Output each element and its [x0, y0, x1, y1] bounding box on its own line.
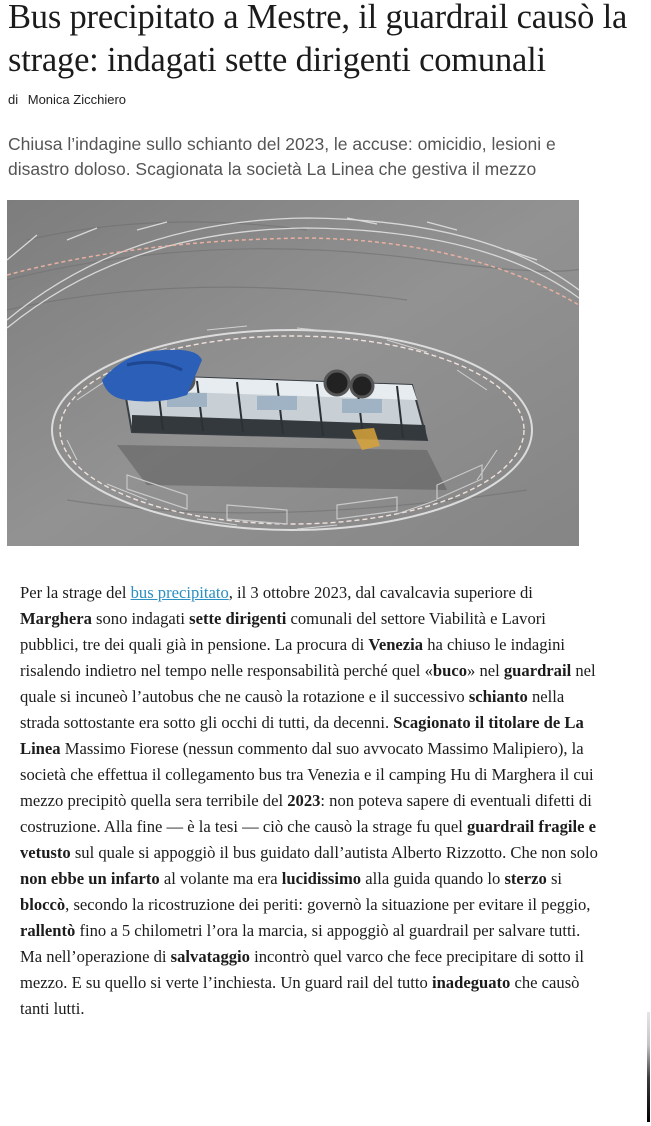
- scrollbar[interactable]: [647, 1012, 650, 1122]
- body-text: al volante ma era: [159, 869, 282, 888]
- bold-text: sette dirigenti: [189, 609, 287, 628]
- body-text: , il 3 ottobre 2023, dal cavalcavia superiore di: [228, 583, 533, 602]
- bold-text: sterzo: [504, 869, 547, 888]
- body-text: incontrò quel varco che fece precipitare di sotto il mezzo. E su quello si verte l’inchiesta. Un guard rail del tutto: [20, 947, 585, 992]
- body-text: , secondo la ricostruzione dei periti: governò la situazione per evitare il peggio,: [65, 895, 591, 914]
- article-summary: Chiusa l’indagine sullo schianto del 2023, le accuse: omicidio, lesioni e disastro doloso. Scagionata la società La Linea che gestiva il mezzo: [8, 134, 556, 179]
- bold-text: 2023: [287, 791, 321, 810]
- body-text: : non poteva sapere di eventuali difetti di costruzione. Alla fine — è la tesi — ciò che causò la strage fu quel: [20, 791, 592, 836]
- body-text: nel quale si incuneò l’autobus che ne causò la rotazione e il successivo: [20, 661, 596, 706]
- body-text: che causò tanti lutti.: [20, 973, 580, 1018]
- bold-text: salvataggio: [170, 947, 250, 966]
- bold-text: inadeguato: [431, 973, 511, 992]
- article-title: Bus precipitato a Mestre, il guardrail causò la strage: indagati sette dirigenti comunali: [8, 0, 628, 79]
- photo-overturned-bus: [7, 200, 579, 546]
- body-text: ha chiuso le indagini risalendo indietro nel tempo nelle responsabilità perché quel «: [20, 635, 566, 680]
- body-text: » nel: [467, 661, 504, 680]
- bold-text: bloccò: [20, 895, 66, 914]
- body-text: si: [546, 869, 563, 888]
- byline: [8, 92, 126, 107]
- bold-text: schianto: [468, 687, 528, 706]
- body-text: Massimo Fiorese (nessun commento dal suo avvocato Massimo Malipiero), la società che effettua il collegamento bus tra Venezia e il camping Hu di Marghera il cui mezzo precipitò quella sera terribile del: [20, 739, 594, 810]
- body-text: alla guida quando lo: [361, 869, 505, 888]
- body-text: fino a 5 chilometri l’ora la marcia, si appoggiò al guardrail per salvare tutti. Ma nell’operazione di: [20, 921, 581, 966]
- body-text: sono indagati: [91, 609, 190, 628]
- inline-link[interactable]: bus precipitato: [130, 583, 229, 602]
- body-text: comunali del settore Viabilità e Lavori pubblici, tre dei quali già in pensione. La procura di: [20, 609, 546, 654]
- body-text: Per la strage del: [20, 583, 131, 602]
- bold-text: Venezia: [368, 635, 424, 654]
- body-text: nella strada sottostante era sotto gli occhi di tutti, da decenni.: [20, 687, 565, 732]
- bold-text: Scagionato il titolare de La Linea: [20, 713, 584, 758]
- bold-text: buco: [432, 661, 467, 680]
- bold-text: guardrail: [503, 661, 572, 680]
- article-photo: [7, 200, 579, 546]
- author-name[interactable]: Monica Zicchiero: [27, 92, 127, 107]
- bold-text: non ebbe un infarto: [20, 869, 160, 888]
- bold-text: Marghera: [20, 609, 92, 628]
- bold-text: rallentò: [20, 921, 76, 940]
- byline-prefix: di: [8, 92, 19, 107]
- article-body: [20, 580, 600, 1022]
- bold-text: lucidissimo: [281, 869, 362, 888]
- body-text: sul quale si appoggiò il bus guidato dall’autista Alberto Rizzotto. Che non solo: [70, 843, 598, 862]
- bold-text: guardrail fragile e vetusto: [20, 817, 596, 862]
